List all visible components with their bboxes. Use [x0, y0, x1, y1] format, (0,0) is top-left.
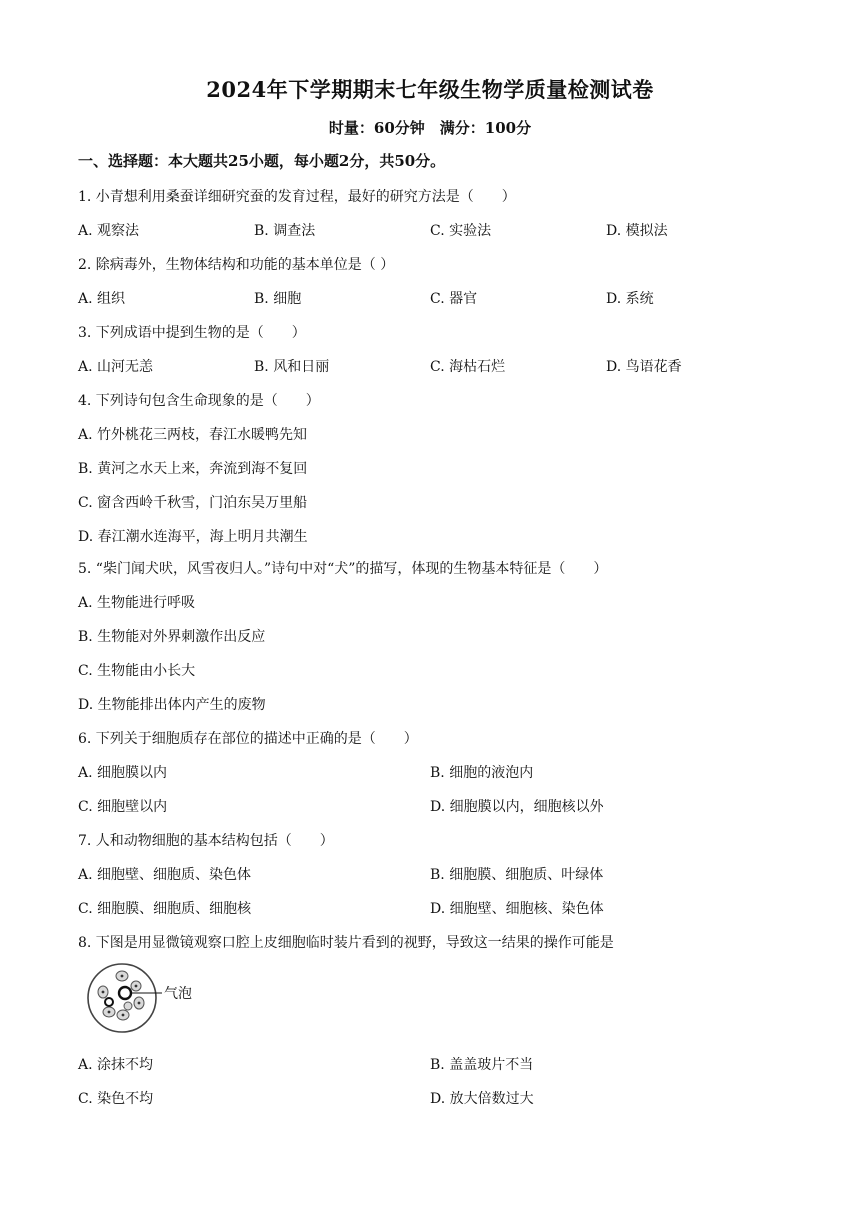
- question-stem: 7. 人和动物细胞的基本结构包括（ ）: [78, 833, 334, 849]
- option: C. 器官: [430, 291, 478, 307]
- option: A. 组织: [78, 291, 126, 307]
- option: D. 春江潮水连海平，海上明月共潮生: [78, 529, 308, 545]
- section-heading: 一、选择题：本大题共25小题，每小题2分，共50分。: [78, 152, 446, 170]
- option: A. 生物能进行呼吸: [78, 595, 196, 611]
- option: C. 细胞膜、细胞质、细胞核: [78, 901, 252, 917]
- question-stem: 3. 下列成语中提到生物的是（ ）: [78, 325, 306, 341]
- option: D. 细胞膜以内，细胞核以外: [430, 799, 604, 815]
- question-stem: 1. 小青想利用桑蚕详细研究蚕的发育过程，最好的研究方法是（ ）: [78, 189, 516, 205]
- question-stem: 8. 下图是用显微镜观察口腔上皮细胞临时装片看到的视野，导致这一结果的操作可能是: [78, 935, 614, 951]
- option: B. 风和日丽: [254, 359, 330, 375]
- air-bubble-small: [105, 998, 113, 1006]
- option: D. 生物能排出体内产生的废物: [78, 697, 266, 713]
- microscope-field-figure: [84, 962, 214, 1038]
- question-stem: 6. 下列关于细胞质存在部位的描述中正确的是（ ）: [78, 731, 418, 747]
- exam-subtitle: 时量：60分钟 满分：100分: [328, 119, 532, 137]
- option: B. 细胞膜、细胞质、叶绿体: [430, 867, 604, 883]
- air-bubble-large: [119, 987, 131, 999]
- option: C. 窗含西岭千秋雪，门泊东吴万里船: [78, 495, 308, 511]
- option: C. 海枯石烂: [430, 359, 506, 375]
- option: B. 调查法: [254, 223, 316, 239]
- option: C. 生物能由小长大: [78, 663, 196, 679]
- option: B. 生物能对外界刺激作出反应: [78, 629, 266, 645]
- option: D. 系统: [606, 291, 654, 307]
- option: D. 模拟法: [606, 223, 668, 239]
- option: B. 黄河之水天上来，奔流到海不复回: [78, 461, 308, 477]
- option: A. 观察法: [78, 223, 140, 239]
- option: C. 染色不均: [78, 1091, 154, 1107]
- bubble-label: 气泡: [164, 986, 192, 1002]
- option: B. 细胞的液泡内: [430, 765, 534, 781]
- question-stem: 4. 下列诗句包含生命现象的是（ ）: [78, 393, 320, 409]
- option: D. 放大倍数过大: [430, 1091, 534, 1107]
- option: A. 细胞壁、细胞质、染色体: [78, 867, 252, 883]
- option: B. 盖盖玻片不当: [430, 1057, 534, 1073]
- option: D. 鸟语花香: [606, 359, 682, 375]
- option: B. 细胞: [254, 291, 302, 307]
- option: A. 竹外桃花三两枝，春江水暖鸭先知: [78, 427, 308, 443]
- option: A. 山河无恙: [78, 359, 154, 375]
- option: D. 细胞壁、细胞核、染色体: [430, 901, 604, 917]
- question-stem: 5. “柴门闻犬吠，风雪夜归人。”诗句中对“犬”的描写，体现的生物基本特征是（ ）: [78, 561, 608, 577]
- option: A. 涂抹不均: [78, 1057, 154, 1073]
- exam-title: 2024年下学期期末七年级生物学质量检测试卷: [206, 77, 654, 102]
- option: C. 细胞壁以内: [78, 799, 168, 815]
- question-stem: 2. 除病毒外，生物体结构和功能的基本单位是（ ）: [78, 257, 395, 273]
- option: A. 细胞膜以内: [78, 765, 168, 781]
- option: C. 实验法: [430, 223, 492, 239]
